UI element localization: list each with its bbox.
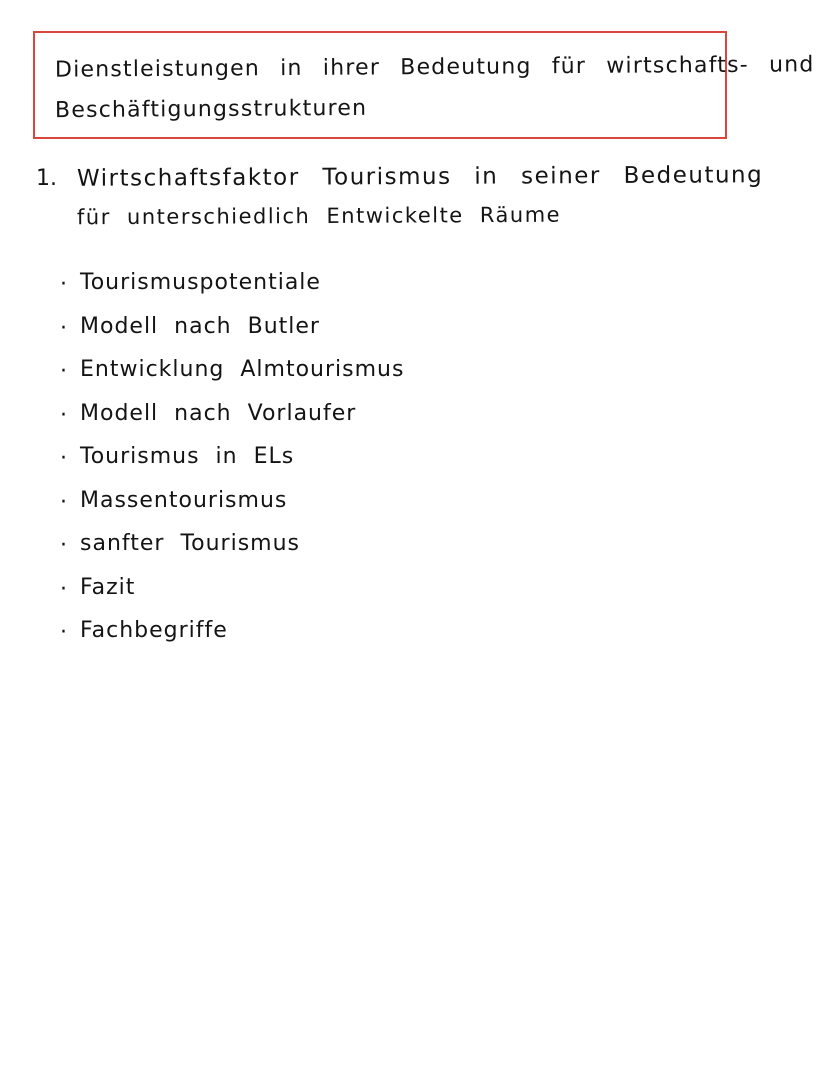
bullet-dot: · (60, 359, 68, 384)
bullet-dot: · (60, 576, 68, 602)
bullet-dot: · (60, 489, 68, 515)
section-heading-line-1: Wirtschaftsfaktor Tourismus in seiner Bedeutung (76, 162, 764, 192)
section-heading-line-2: für unterschiedlich Entwickelte Räume (76, 202, 562, 230)
bullet-text: Tourismuspotentiale (80, 270, 321, 295)
bullet-dot: · (60, 272, 68, 297)
bullet-dot: · (60, 533, 68, 558)
bullet-text: Fazit (80, 574, 136, 600)
title-box (33, 31, 815, 139)
title-line-1: Dienstleistungen in ihrer Bedeutung für wirtschafts- und (54, 52, 815, 83)
title-line-2: Beschäftigungsstrukturen (54, 95, 368, 124)
bullet-dot: · (60, 446, 68, 471)
bullet-dot: · (60, 402, 68, 428)
section-number: 1. (36, 166, 57, 191)
bullet-text: Tourismus in ELs (80, 444, 295, 469)
bullet-text: sanfter Tourismus (80, 531, 301, 556)
bullet-text: Fachbegriffe (80, 618, 228, 643)
bullet-text: Entwicklung Almtourismus (80, 357, 405, 382)
bullet-text: Modell nach Butler (80, 313, 320, 339)
bullet-text: Modell nach Vorlaufer (80, 400, 357, 426)
bullet-dot: · (60, 315, 68, 341)
bullet-dot: · (60, 620, 68, 645)
bullet-text: Massentourismus (80, 487, 288, 513)
